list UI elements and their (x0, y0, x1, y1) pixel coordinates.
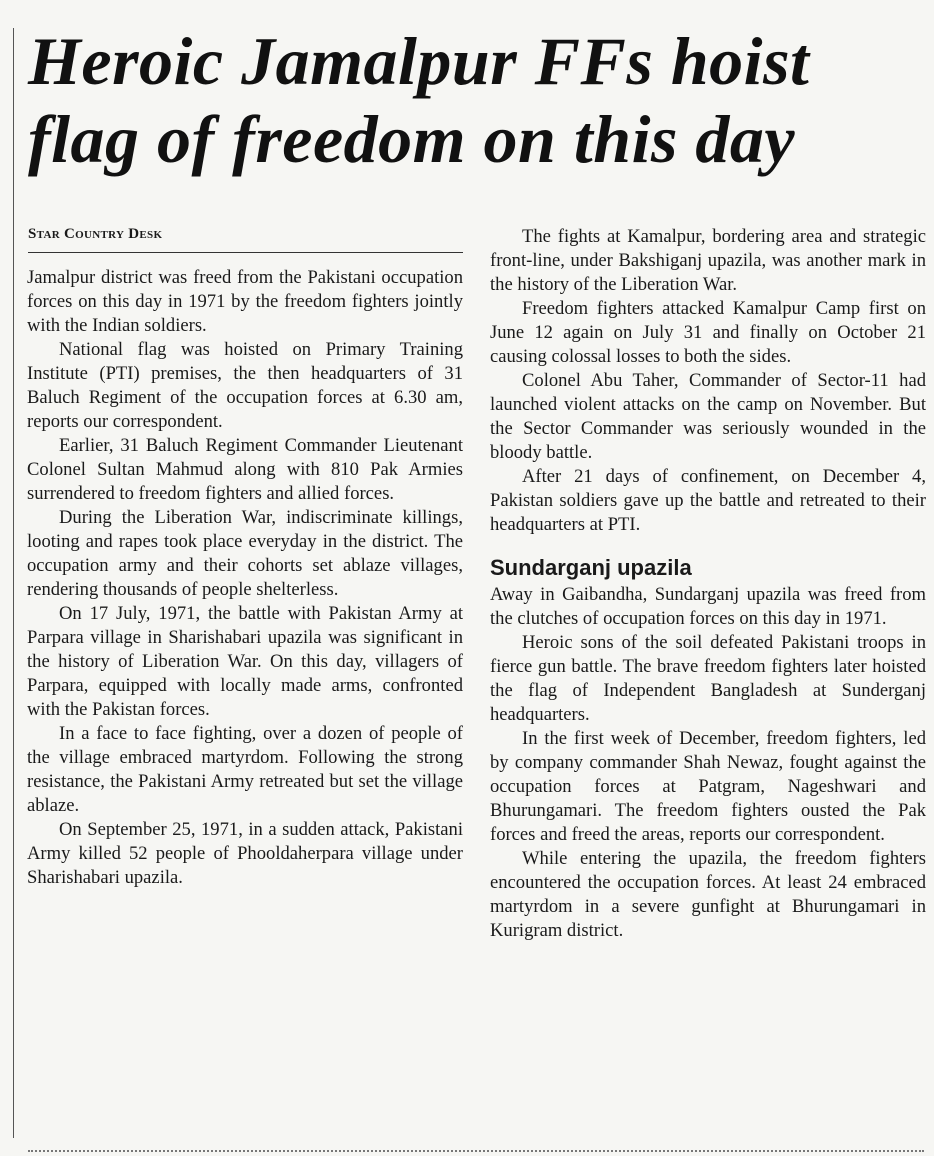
left-column-rule (13, 28, 14, 1138)
paragraph: The fights at Kamalpur, bordering area and strategic front-line, under Bakshiganj upazila, was another mark in the history of the Liberation War. (490, 226, 926, 295)
paragraph: Freedom fighters attacked Kamalpur Camp first on June 12 again on July 31 and finally on October 21 causing colossal losses to both the sides. (490, 298, 926, 367)
article-column-left (27, 266, 463, 890)
paragraph: Heroic sons of the soil defeated Pakistani troops in fierce gun battle. The brave freedom fighters later hoisted the flag of Independent Bangladesh at Sunderganj headquarters. (490, 632, 926, 725)
article-column-right (490, 225, 926, 943)
headline-line-1: Heroic Jamalpur FFs hoist (28, 23, 810, 99)
paragraph: In a face to face fighting, over a dozen of people of the village embraced martyrdom. Following the strong resistance, the Pakistani Army retreated but set the village ablaze. (27, 723, 463, 816)
byline: Star Country Desk (28, 226, 463, 253)
paragraph: Away in Gaibandha, Sundarganj upazila was freed from the clutches of occupation forces on this day in 1971. (490, 584, 926, 629)
paragraph: During the Liberation War, indiscriminate killings, looting and rapes took place everyday in the district. The occupation army and their cohorts set ablaze villages, rendering thousands of people shelterless. (27, 507, 463, 600)
paragraph: National flag was hoisted on Primary Training Institute (PTI) premises, the then headquarters of 31 Baluch Regiment of the occupation forces at 6.30 am, reports our correspondent. (27, 339, 463, 432)
paragraph: While entering the upazila, the freedom fighters encountered the occupation forces. At least 24 embraced martyrdom in a severe gunfight at Bhurungamari in Kurigram district. (490, 848, 926, 941)
paragraph: Earlier, 31 Baluch Regiment Commander Lieutenant Colonel Sultan Mahmud along with 810 Pak Armies surrendered to freedom fighters and allied forces. (27, 435, 463, 504)
paragraph: Colonel Abu Taher, Commander of Sector-11 had launched violent attacks on the camp on November. But the Sector Commander was seriously wounded in the bloody battle. (490, 370, 926, 463)
headline (28, 22, 918, 178)
paragraph: After 21 days of confinement, on December 4, Pakistan soldiers gave up the battle and retreated to their headquarters at PTI. (490, 466, 926, 535)
paragraph: On 17 July, 1971, the battle with Pakistan Army at Parpara village in Sharishabari upazila was significant in the history of Liberation War. On this day, villagers of Parpara, equipped with locally made arms, confronted with the Pakistan forces. (27, 603, 463, 720)
paragraph: Jamalpur district was freed from the Pakistani occupation forces on this day in 1971 by the freedom fighters jointly with the Indian soldiers. (27, 267, 463, 336)
bottom-dotted-rule (28, 1150, 924, 1152)
paragraph: On September 25, 1971, in a sudden attack, Pakistani Army killed 52 people of Phooldaherpara village under Sharishabari upazila. (27, 819, 463, 888)
paragraph: In the first week of December, freedom fighters, led by company commander Shah Newaz, fought against the occupation forces at Patgram, Nageshwari and Bhurungamari. The freedom fighters ousted the Pak forces and freed the areas, reports our correspondent. (490, 728, 926, 845)
section-subhead: Sundarganj upazila (490, 555, 692, 580)
headline-line-2: flag of freedom on this day (28, 101, 796, 177)
